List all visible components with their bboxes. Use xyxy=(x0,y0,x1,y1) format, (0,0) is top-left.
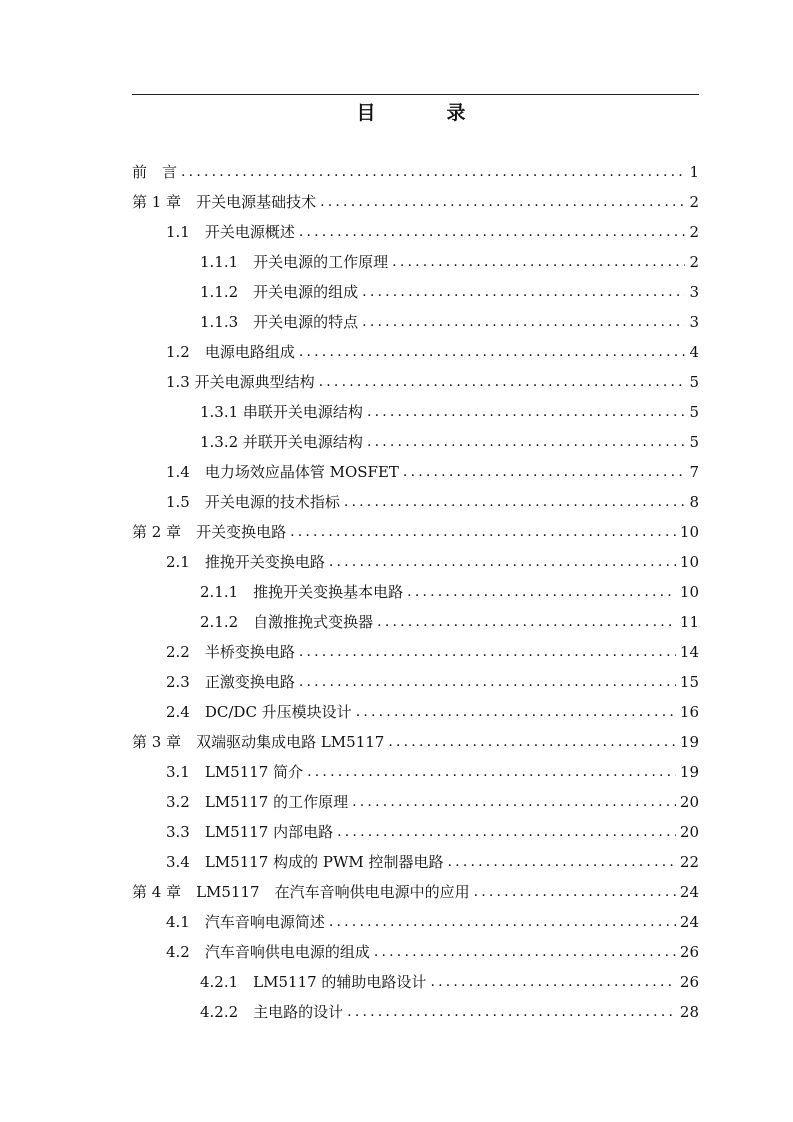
toc-entry-label: 1.2 电源电路组成 xyxy=(166,343,295,361)
toc-entry-page: 5 xyxy=(689,403,699,421)
toc-entry-4-1[interactable] xyxy=(166,907,699,937)
toc-entry-page: 10 xyxy=(679,583,699,601)
dot-leader xyxy=(367,427,686,457)
toc-entry-label: 3.3 LM5117 内部电路 xyxy=(166,823,334,841)
toc-entry-label: 1.1.2 开关电源的组成 xyxy=(200,283,359,301)
dot-leader xyxy=(344,487,686,517)
dot-leader xyxy=(362,307,685,337)
toc-entry-page: 19 xyxy=(679,733,699,751)
toc-entry-label: 2.1.1 推挽开关变换基本电路 xyxy=(200,583,404,601)
toc-entry-label: 4.2.1 LM5117 的辅助电路设计 xyxy=(200,973,427,991)
toc-entry-page: 16 xyxy=(679,703,699,721)
toc-entry-label: 1.1.1 开关电源的工作原理 xyxy=(200,253,389,271)
toc-entry-page: 5 xyxy=(689,433,699,451)
toc-entry-2-1[interactable] xyxy=(166,547,699,577)
dot-leader xyxy=(347,997,676,1027)
toc-entry-page: 1 xyxy=(689,163,699,181)
toc-entry-2-1-1[interactable] xyxy=(200,577,699,607)
toc-entry-label: 1.3 开关电源典型结构 xyxy=(166,373,315,391)
toc-entry-label: 前 言 xyxy=(132,163,178,181)
toc-entry-page: 2 xyxy=(689,253,699,271)
toc-entry-page: 5 xyxy=(689,373,699,391)
toc-entry-page: 24 xyxy=(679,883,699,901)
dot-leader xyxy=(329,547,676,577)
dot-leader xyxy=(430,967,675,997)
toc-entry-label: 4.2 汽车音响供电电源的组成 xyxy=(166,943,370,961)
dot-leader xyxy=(181,157,685,187)
toc-entry-page: 14 xyxy=(679,643,699,661)
toc-entry-chapter-1[interactable] xyxy=(132,187,699,217)
toc-entry-4-2-2[interactable] xyxy=(200,997,699,1027)
dot-leader xyxy=(362,277,685,307)
dot-leader xyxy=(392,247,685,277)
toc-entry-label: 1.1.3 开关电源的特点 xyxy=(200,313,359,331)
dot-leader xyxy=(337,817,676,847)
dot-leader xyxy=(299,337,686,367)
dot-leader xyxy=(329,907,676,937)
toc-entry-chapter-4[interactable] xyxy=(132,877,699,907)
dot-leader xyxy=(299,637,676,667)
toc-entry-page: 10 xyxy=(679,523,699,541)
toc-entry-3-3[interactable] xyxy=(166,817,699,847)
toc-entry-page: 20 xyxy=(679,793,699,811)
dot-leader xyxy=(403,457,686,487)
dot-leader xyxy=(319,367,686,397)
toc-entry-page: 22 xyxy=(679,853,699,871)
toc-entry-label: 第 1 章 开关电源基础技术 xyxy=(132,193,317,211)
toc-entry-label: 1.1 开关电源概述 xyxy=(166,223,295,241)
toc-entry-1-1-3[interactable] xyxy=(200,307,699,337)
toc-entry-label: 4.2.2 主电路的设计 xyxy=(200,1003,344,1021)
dot-leader xyxy=(352,787,676,817)
header-rule xyxy=(132,94,699,95)
toc-entry-label: 3.2 LM5117 的工作原理 xyxy=(166,793,349,811)
toc-entry-label: 2.1.2 自激推挽式变换器 xyxy=(200,613,374,631)
toc-entry-chapter-3[interactable] xyxy=(132,727,699,757)
toc-entry-label: 第 4 章 LM5117 在汽车音响供电电源中的应用 xyxy=(132,883,470,901)
toc-entry-2-1-2[interactable] xyxy=(200,607,699,637)
toc-entry-page: 4 xyxy=(689,343,699,361)
toc-entry-label: 第 3 章 双端驱动集成电路 LM5117 xyxy=(132,733,385,751)
dot-leader xyxy=(290,517,676,547)
toc-entry-page: 3 xyxy=(689,313,699,331)
toc-entry-label: 1.3.2 并联开关电源结构 xyxy=(200,433,363,451)
toc-entry-3-4[interactable] xyxy=(166,847,699,877)
toc-entry-label: 2.3 正激变换电路 xyxy=(166,673,295,691)
toc-entry-label: 4.1 汽车音响电源简述 xyxy=(166,913,325,931)
dot-leader xyxy=(377,607,676,637)
toc-entry-4-2[interactable] xyxy=(166,937,699,967)
toc-entry-1-3[interactable] xyxy=(166,367,699,397)
toc-entry-page: 15 xyxy=(679,673,699,691)
dot-leader xyxy=(299,217,686,247)
toc-entry-page: 26 xyxy=(679,943,699,961)
toc-entry-1-1[interactable] xyxy=(166,217,699,247)
toc-entry-1-3-1[interactable] xyxy=(200,397,699,427)
toc-entry-1-1-2[interactable] xyxy=(200,277,699,307)
toc-title: 目 录 xyxy=(356,102,492,124)
dot-leader xyxy=(448,847,676,877)
dot-leader xyxy=(356,697,676,727)
toc-entry-page: 19 xyxy=(679,763,699,781)
toc-entry-chapter-2[interactable] xyxy=(132,517,699,547)
toc-entry-label: 2.2 半桥变换电路 xyxy=(166,643,295,661)
toc-entry-page: 3 xyxy=(689,283,699,301)
toc-entry-2-4[interactable] xyxy=(166,697,699,727)
toc-entry-page: 8 xyxy=(689,493,699,511)
dot-leader xyxy=(407,577,676,607)
dot-leader xyxy=(307,757,676,787)
toc-entry-label: 2.4 DC/DC 升压模块设计 xyxy=(166,703,352,721)
dot-leader xyxy=(367,397,686,427)
toc-entry-page: 2 xyxy=(689,193,699,211)
toc-entry-2-2[interactable] xyxy=(166,637,699,667)
dot-leader xyxy=(299,667,676,697)
toc-entry-label: 2.1 推挽开关变换电路 xyxy=(166,553,325,571)
toc-entry-page: 11 xyxy=(679,613,699,631)
toc-entry-3-2[interactable] xyxy=(166,787,699,817)
toc-entry-label: 1.5 开关电源的技术指标 xyxy=(166,493,340,511)
toc-entry-4-2-1[interactable] xyxy=(200,967,699,997)
toc-entry-page: 20 xyxy=(679,823,699,841)
toc-entry-3-1[interactable] xyxy=(166,757,699,787)
toc-entry-1-5[interactable] xyxy=(166,487,699,517)
toc-entry-page: 7 xyxy=(689,463,699,481)
toc-entry-page: 24 xyxy=(679,913,699,931)
toc-entry-page: 10 xyxy=(679,553,699,571)
toc-entry-label: 1.3.1 串联开关电源结构 xyxy=(200,403,363,421)
toc-entry-page: 28 xyxy=(679,1003,699,1021)
toc-entry-label: 3.4 LM5117 构成的 PWM 控制器电路 xyxy=(166,853,444,871)
toc-entry-page: 2 xyxy=(689,223,699,241)
toc-entry-label: 1.4 电力场效应晶体管 MOSFET xyxy=(166,463,399,481)
toc-entry-preface[interactable] xyxy=(132,157,699,187)
toc-entry-label: 第 2 章 开关变换电路 xyxy=(132,523,287,541)
dot-leader xyxy=(474,877,676,907)
dot-leader xyxy=(374,937,676,967)
dot-leader xyxy=(388,727,676,757)
dot-leader xyxy=(320,187,685,217)
toc-entry-2-3[interactable] xyxy=(166,667,699,697)
toc-entry-page: 26 xyxy=(679,973,699,991)
toc-entry-1-1-1[interactable] xyxy=(200,247,699,277)
toc-entry-label: 3.1 LM5117 简介 xyxy=(166,763,304,781)
toc-entry-1-3-2[interactable] xyxy=(200,427,699,457)
toc-entry-1-4[interactable] xyxy=(166,457,699,487)
toc-entry-1-2[interactable] xyxy=(166,337,699,367)
